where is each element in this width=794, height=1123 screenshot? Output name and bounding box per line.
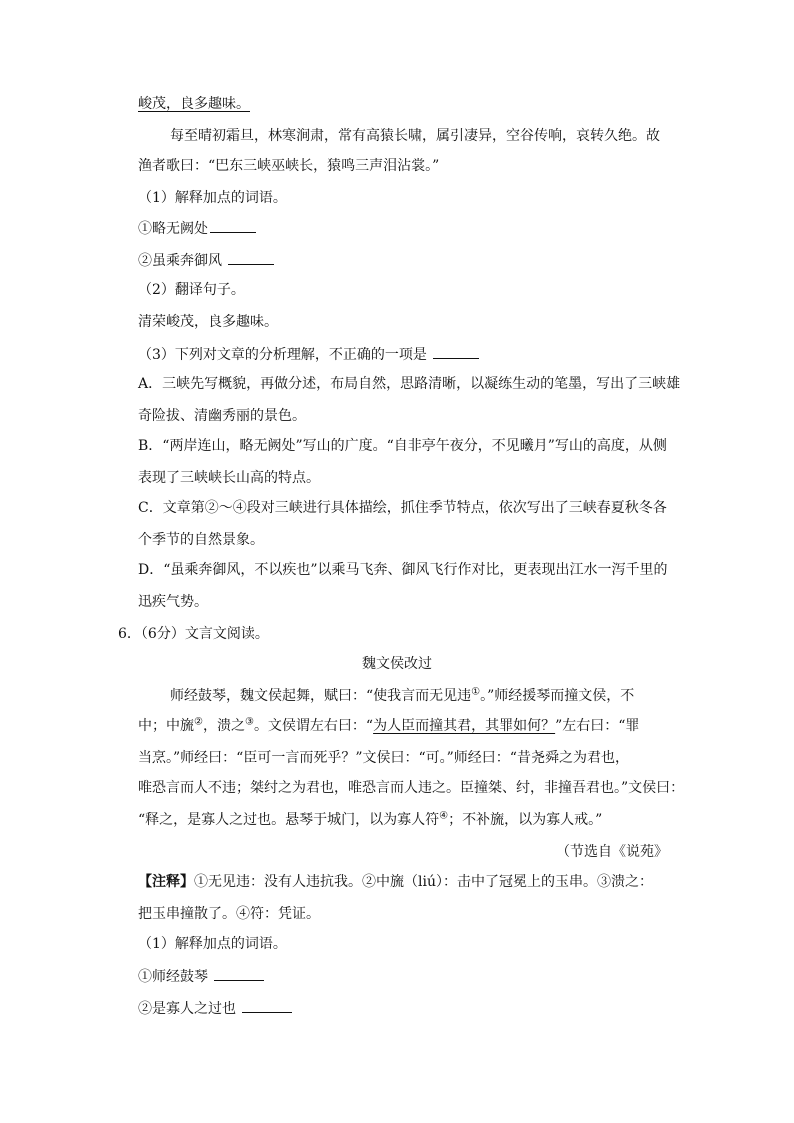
text-segment: 迅疾气势。 (138, 594, 208, 610)
text-line-l15 (138, 530, 264, 550)
text-line-l16 (138, 560, 668, 580)
text-segment: “释之，是寡人之过也。悬琴于城门，以为寡人符 (138, 812, 440, 828)
text-line-l6 (138, 250, 274, 271)
underlined-text: 为人臣而撞其君，其罪如何？ (373, 718, 556, 734)
text-line-l8 (138, 312, 278, 332)
text-segment: D．“虽乘奔御风，不以疾也”以乘马飞奔、御风飞行作对比，更表现出江水一泻千里的 (138, 562, 668, 578)
text-line-l1 (138, 94, 250, 114)
text-segment: （1）解释加点的词语。 (138, 190, 287, 206)
text-segment: ”左右曰：“罪 (555, 718, 640, 734)
text-segment: 魏文侯改过 (362, 656, 432, 672)
text-line-l28 (138, 934, 287, 954)
text-line-l9 (138, 344, 479, 365)
text-segment: 把玉串撞散了。④符：凭证。 (138, 906, 320, 922)
text-line-l21 (138, 716, 639, 736)
text-line-l25 (556, 842, 668, 862)
text-segment: 中；中旒 (138, 718, 194, 734)
text-segment: 【注释】 (138, 874, 194, 890)
text-segment: 师经鼓琴，魏文侯起舞，赋曰：“使我言而无见违 (170, 688, 472, 704)
text-segment: 表现了三峡峡长山高的特点。 (138, 470, 320, 486)
text-segment: ②是寡人之过也 (138, 1001, 241, 1017)
text-line-l23 (138, 778, 684, 798)
text-segment: A．三峡先写概貌，再做分述，布局自然，思路清晰，以凝练生动的笔墨，写出了三峡雄 (138, 376, 681, 392)
answer-blank[interactable] (242, 998, 292, 1013)
text-line-l30 (138, 998, 292, 1019)
text-segment: 6．（6分）文言文阅读。 (118, 626, 269, 642)
text-segment: 清荣峻茂，良多趣味。 (138, 314, 278, 330)
text-line-l3 (138, 156, 439, 176)
text-segment: ①师经鼓琴 (138, 969, 213, 985)
answer-blank[interactable] (228, 250, 274, 265)
text-segment: 奇险拔、清幽秀丽的景色。 (138, 408, 306, 424)
underlined-text: 峻茂，良多趣味。 (138, 96, 250, 112)
text-segment: 当烹。”师经曰：“臣可一言而死乎？”文侯曰：“可。”师经曰：“昔尧舜之为君也， (138, 750, 629, 766)
footnote-marker: ② (194, 716, 203, 728)
text-line-l22 (138, 748, 629, 768)
text-segment: 唯恐言而人不违；桀纣之为君也，唯恐言而人违之。臣撞桀、纣，非撞吾君也。”文侯曰： (138, 780, 685, 796)
footnote-marker: ④ (439, 810, 449, 822)
text-segment: 。文侯谓左右曰：“ (253, 718, 374, 734)
text-line-l14 (138, 498, 667, 518)
text-segment: ①无见违：没有人违抗我。②中旒（liú）：击中了冠冕上的玉串。③溃之： (194, 874, 653, 890)
text-segment: （2）翻译句子。 (138, 282, 245, 298)
text-segment: ；不补旒，以为寡人戒。” (448, 812, 603, 828)
text-segment: C．文章第②～④段对三峡进行具体描绘，抓住季节特点，依次写出了三峡春夏秋冬各 (138, 500, 667, 516)
text-segment: ②虽乘奔御风 (138, 253, 227, 269)
text-line-l24 (138, 810, 602, 830)
text-segment: ，溃之 (202, 718, 245, 734)
text-line-l17 (138, 592, 208, 612)
text-segment: 个季节的自然景象。 (138, 532, 264, 548)
text-line-l4 (138, 188, 287, 208)
text-segment: 。”师经援琴而撞文侯，不 (480, 688, 635, 704)
text-line-l20 (170, 686, 634, 706)
text-line-l19 (0, 654, 794, 674)
text-line-l29 (138, 966, 264, 987)
text-line-l10 (138, 374, 680, 394)
footnote-marker: ① (471, 686, 481, 698)
text-segment: 渔者歌曰：“巴东三峡巫峡长，猿鸣三声泪沾裳。” (138, 158, 440, 174)
text-segment: B．“两岸连山，略无阙处”写山的广度。“自非亭午夜分，不见曦月”写山的高度，从侧 (138, 438, 667, 454)
text-line-l27 (138, 904, 320, 924)
text-line-l26 (138, 872, 653, 892)
text-line-l12 (138, 436, 667, 456)
text-line-l7 (138, 280, 245, 300)
text-segment: （节选自《说苑》 (556, 844, 668, 860)
footnote-marker: ③ (244, 716, 254, 728)
text-line-l11 (138, 406, 306, 426)
text-line-l18 (118, 624, 269, 644)
text-segment: 每至晴初霜旦，林寒涧肃，常有高猿长啸，属引凄异，空谷传响，哀转久绝。故 (170, 128, 660, 144)
text-segment: ①略无阙处 (138, 221, 208, 237)
answer-blank[interactable] (214, 966, 264, 981)
text-line-l13 (138, 468, 320, 488)
text-line-l2 (170, 126, 660, 146)
answer-blank[interactable] (433, 344, 479, 359)
text-segment: （3）下列对文章的分析理解，不正确的一项是 (138, 347, 432, 363)
text-line-l5 (138, 218, 256, 239)
answer-blank[interactable] (210, 218, 256, 233)
text-segment: （1）解释加点的词语。 (138, 936, 287, 952)
